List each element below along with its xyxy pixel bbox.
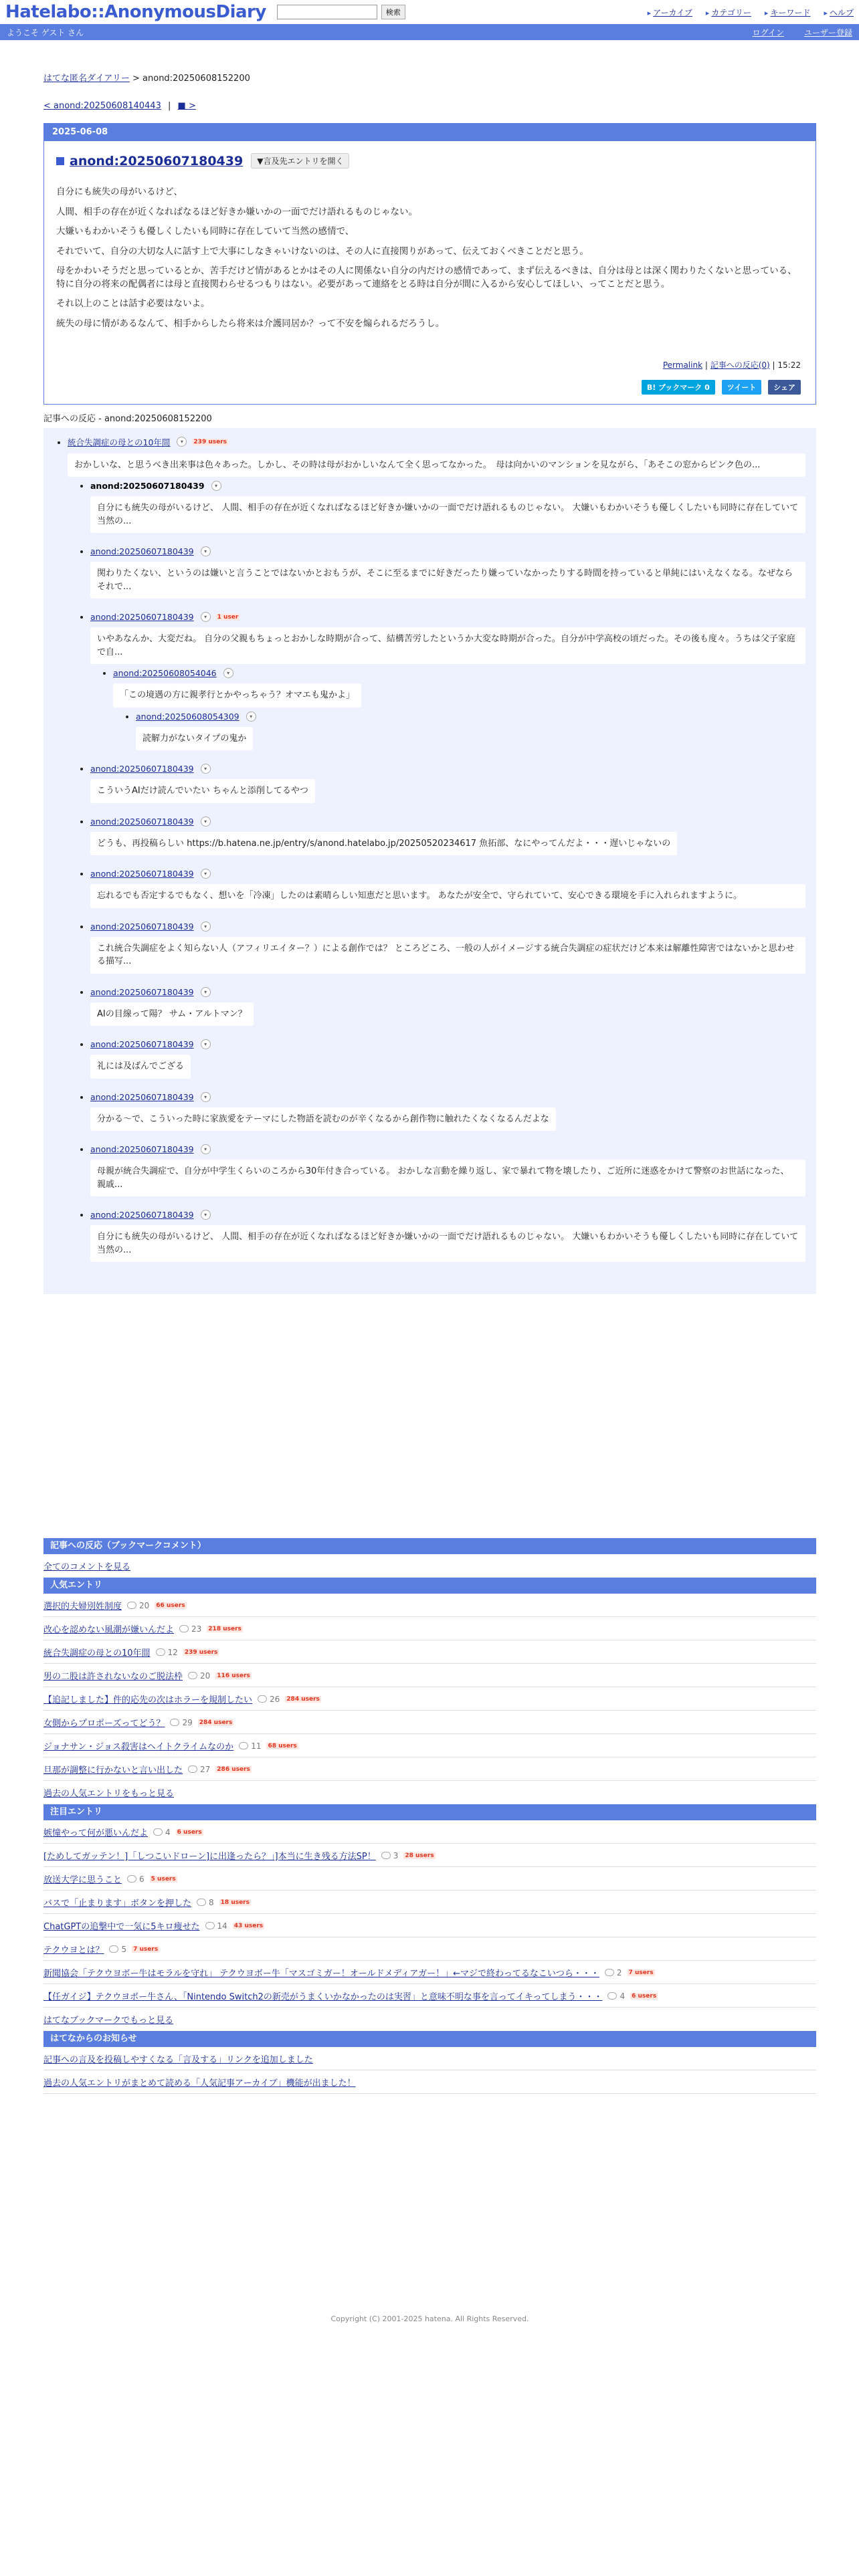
entry-paragraph: 人間、相手の存在が近くなればなるほど好きか嫌いかの一面でだけ語れるものじゃない。 bbox=[56, 206, 417, 217]
entry-paragraph: 統失の母に情があるなんて、相手からしたら将来は介護同居か？って不安を煽られるだろうし。 bbox=[56, 318, 445, 329]
users-badge[interactable]: 1 user bbox=[217, 613, 239, 621]
users-badge[interactable]: 6 users bbox=[177, 1828, 202, 1836]
entry-paragraph: 自分にも統失の母がいるけど、 bbox=[56, 187, 183, 197]
users-badge[interactable]: 66 users bbox=[156, 1602, 185, 1609]
reaction-link[interactable]: • anond:20250607180439 bbox=[90, 546, 194, 556]
toggle-icon[interactable]: ▾ bbox=[201, 764, 211, 774]
reaction-item bbox=[90, 764, 805, 803]
list-item bbox=[43, 1961, 816, 1984]
user-bar bbox=[0, 24, 859, 40]
entry-title-link[interactable]: anond:20250607180439 bbox=[70, 153, 244, 169]
entry-link[interactable]: バスで「止まります」ボタンを押した bbox=[43, 1899, 192, 1909]
top-bar bbox=[0, 0, 859, 24]
reaction-item bbox=[90, 1039, 805, 1079]
reaction-excerpt: 自分にも統失の母がいるけど、 人間、相手の存在が近くなればなるほど好きか嫌いかの一面でだけ語れるものじゃない。 大嫌いもわかいそうも優しくしたいも同時に存在していて当然の... bbox=[90, 496, 805, 533]
login-link[interactable]: ログイン bbox=[752, 27, 784, 37]
comment-icon bbox=[605, 1969, 614, 1976]
comment-count: 12 bbox=[167, 1647, 178, 1657]
toggle-icon[interactable]: ▾ bbox=[201, 1144, 211, 1154]
list-item bbox=[43, 1820, 816, 1844]
register-link[interactable]: ユーザー登録 bbox=[803, 27, 852, 37]
main-content bbox=[43, 71, 816, 2323]
breadcrumb-home-link[interactable]: はてな匿名ダイアリー bbox=[43, 74, 130, 84]
list-item bbox=[43, 1594, 816, 1617]
hatena-notice-header: はてなからのお知らせ bbox=[43, 2031, 816, 2047]
reaction-excerpt: 忘れるでも否定するでもなく、想いを「冷凍」したのは素晴らしい知恵だと思います。 あなたが安全で、守られていて、安心できる環境を手に入れられますように。 bbox=[90, 884, 805, 908]
toggle-icon[interactable]: ▾ bbox=[201, 922, 211, 932]
entry-link[interactable]: 改心を認めない風潮が嫌いんだよ bbox=[43, 1625, 175, 1635]
breadcrumb bbox=[43, 71, 816, 84]
reaction-item bbox=[90, 869, 805, 908]
search-input[interactable] bbox=[277, 5, 377, 19]
comment-icon bbox=[381, 1852, 391, 1859]
comment-icon bbox=[170, 1719, 179, 1726]
entry-link[interactable]: ChatGPTの追撃中で一気に5キロ痩せた bbox=[43, 1922, 200, 1932]
site-logo[interactable]: Hatelabo::AnonymousDiary bbox=[5, 2, 266, 22]
reactions-link[interactable]: 記事への反応(0) bbox=[710, 360, 770, 370]
entry-paragraph: それ以上のことは話す必要はないよ。 bbox=[56, 298, 210, 310]
list-item bbox=[43, 1711, 816, 1734]
entry-link[interactable]: 新聞協会「テクウヨボー牛はモラルを守れ」 テクウヨボー牛「マスゴミガー！オールドメディアガー！」←マジで終わってるなこいつら・・・ bbox=[43, 1969, 599, 1979]
entry-paragraph: それでいて、自分の大切な人に話す上で大事にしなきゃいけないのは、その人に直接関りがあって、伝えておくべきことだと思う。 bbox=[56, 245, 589, 257]
entry-pager bbox=[43, 101, 816, 111]
popular-entries-list bbox=[43, 1594, 816, 1781]
entry-body bbox=[56, 186, 801, 331]
entry-paragraph: 大嫌いもわかいそうも優しくしたいも同時に存在していて当然の感情で、 bbox=[56, 226, 355, 237]
reaction-item bbox=[90, 922, 805, 974]
reaction-excerpt: どうも、再投稿らしい https://b.hatena.ne.jp/entry/s/anond.hatelabo.jp/20250520234617 魚拓部、なにやってんだよ・・・遅いじゃないの bbox=[90, 832, 677, 856]
notice-link[interactable]: 過去の人気エントリがまとめて読める「人気記事アーカイブ」機能が出ました！ bbox=[43, 2078, 356, 2088]
pager-separator: | bbox=[168, 101, 171, 111]
facebook-share-button[interactable]: シェア bbox=[768, 380, 801, 395]
entry-link[interactable]: 【追記しました】件的応先の次はホラーを規制したい bbox=[43, 1695, 253, 1705]
nav-help-link[interactable]: ▸ ヘルプ bbox=[824, 7, 854, 18]
reaction-excerpt: 関わりたくない、というのは嫌いと言うことではないかとおもうが、そこに至るまでに好きだったり嫌っていなかったりする時間を持っていると単純にはいえなくなる。なぜならそれで... bbox=[90, 562, 805, 599]
comment-count: 23 bbox=[191, 1624, 202, 1634]
reactions-title: 記事への反応 - anond:20250608152200 bbox=[43, 413, 212, 424]
list-item bbox=[43, 1687, 816, 1711]
list-item bbox=[43, 2047, 816, 2070]
reaction-excerpt: 「この境遇の方に親孝行とかやっちゃう？オマエも鬼かよ」 bbox=[113, 683, 361, 708]
toggle-icon[interactable]: ▾ bbox=[201, 817, 211, 827]
hatena-bookmark-button[interactable]: B! ブックマーク 0 bbox=[642, 380, 715, 395]
reaction-excerpt: 礼には及ばんでござる bbox=[90, 1055, 191, 1079]
reaction-root-link[interactable]: • 統合失調症の母との10年間 bbox=[68, 437, 171, 447]
notice-link[interactable]: 記事への言及を投稿しやすくなる「言及する」リンクを追加しました bbox=[43, 2055, 313, 2065]
reaction-excerpt: これ統合失調症をよく知らない人（アフィリエイター？）による創作では？ ところどころ、一般の人がイメージする統合失調症の症状だけど本来は解離性障害ではないかと思わせる描写... bbox=[90, 937, 805, 974]
next-entry-link[interactable]: ■ > bbox=[177, 101, 196, 111]
nav-category-link[interactable]: ▸ カテゴリー bbox=[706, 7, 751, 18]
list-item bbox=[43, 1867, 816, 1891]
reaction-excerpt: 読解力がないタイプの鬼か bbox=[136, 727, 253, 751]
reaction-item bbox=[136, 712, 805, 751]
all-comments-link[interactable]: 全てのコメントを見る bbox=[43, 1562, 131, 1572]
reaction-link[interactable]: • anond:20250607180439 bbox=[90, 869, 194, 879]
users-badge[interactable]: 7 users bbox=[628, 1969, 654, 1976]
reactions-tree bbox=[43, 428, 816, 1295]
permalink-link[interactable]: Permalink bbox=[662, 360, 703, 370]
users-badge[interactable]: 7 users bbox=[133, 1945, 159, 1953]
search-button[interactable]: 検索 bbox=[381, 5, 405, 19]
comment-icon bbox=[109, 1945, 118, 1953]
bookmark-comments-header: 記事への反応（ブックマークコメント） bbox=[43, 1538, 816, 1554]
entry-link[interactable]: 男の二股は許されないなのご脱法枠 bbox=[43, 1672, 183, 1682]
comment-count: 4 bbox=[165, 1827, 171, 1837]
search-form bbox=[277, 5, 405, 19]
reaction-link[interactable]: • anond:20250607180439 bbox=[90, 1039, 194, 1049]
reaction-excerpt: こういうAIだけ読んでいたい ちゃんと添削してるやつ bbox=[90, 779, 315, 803]
toggle-icon[interactable]: ▾ bbox=[201, 1092, 211, 1102]
toggle-icon[interactable]: ▾ bbox=[177, 437, 187, 447]
open-referenced-entry-button[interactable]: ▼言及先エントリを開く bbox=[251, 153, 349, 169]
users-badge[interactable]: 68 users bbox=[268, 1742, 297, 1749]
entry-link[interactable]: [ためしてガッテン！]「しつこいドローン]に出逢ったら？」]本当に生き残る方法SP！ bbox=[43, 1852, 376, 1862]
entry-square-icon bbox=[56, 157, 64, 165]
comment-icon bbox=[127, 1602, 136, 1609]
welcome-text: ようこそ ゲスト さん bbox=[7, 27, 84, 37]
entry-time: 15:22 bbox=[777, 360, 801, 370]
comment-count: 26 bbox=[270, 1694, 280, 1704]
entry-link[interactable]: 【任ガイジ】テクウヨボー牛さん、「Nintendo Switch2の新売がうまくいかなかったのは実習」と意味不明な事を言ってイキってしまう・・・ bbox=[43, 1992, 603, 2002]
comment-count: 6 bbox=[139, 1874, 145, 1884]
users-badge[interactable]: 218 users bbox=[208, 1625, 242, 1632]
notable-entries-header: 注目エントリ bbox=[43, 1804, 816, 1820]
reaction-excerpt: 分かる〜で、こういった時に家族愛をテーマにした物語を読むのが辛くなるから創作物に触れたくなくなるんだよな bbox=[90, 1107, 556, 1132]
list-item bbox=[43, 1757, 816, 1781]
reaction-excerpt: いやあなんか、大変だね。 自分の父親もちょっとおかしな時期が合って、結構苦労したというか大変な時期が合った。自分が中学高校の頃だった。その後も度々。うちは父子家庭で自... bbox=[90, 627, 805, 664]
list-item bbox=[43, 1640, 816, 1664]
reaction-root bbox=[68, 436, 805, 1263]
reaction-link[interactable]: • anond:20250607180439 bbox=[90, 1091, 194, 1102]
toggle-icon[interactable]: ▾ bbox=[246, 712, 256, 722]
users-badge[interactable]: 286 users bbox=[217, 1765, 250, 1773]
reaction-link[interactable]: • anond:20250608054046 bbox=[113, 668, 217, 678]
entry-box bbox=[43, 123, 816, 405]
comment-count: 14 bbox=[217, 1921, 227, 1931]
users-badge[interactable]: 284 users bbox=[199, 1719, 233, 1726]
reaction-item bbox=[90, 612, 805, 750]
reaction-link[interactable]: • anond:20250607180439 bbox=[90, 816, 194, 827]
comment-count: 3 bbox=[393, 1850, 399, 1860]
users-badge[interactable]: 18 users bbox=[220, 1899, 250, 1906]
entry-paragraph: 母をかわいそうだと思っているとか、苦手だけど情があるとかはその人に関係ない自分の内だけの感情であって、まず伝えるべきは、自分は母とは深く関わりたくないと思っている、特に自分の将来の配偶者には母と直接関わらせるつもりはない。必要があって連絡をとる時は自分が間に入るから安心してほしい、ってことだと思う。 bbox=[56, 265, 797, 290]
comment-count: 4 bbox=[619, 1991, 626, 2001]
comment-count: 20 bbox=[139, 1600, 150, 1610]
toggle-icon[interactable]: ▾ bbox=[201, 546, 211, 556]
more-popular-link[interactable]: 過去の人気エントリをもっと見る bbox=[43, 1789, 175, 1799]
comment-icon bbox=[153, 1828, 163, 1836]
list-item bbox=[43, 1891, 816, 1914]
comment-icon bbox=[127, 1875, 136, 1883]
comment-count: 8 bbox=[209, 1897, 214, 1907]
comment-count: 20 bbox=[200, 1671, 211, 1681]
toggle-icon[interactable]: ▾ bbox=[201, 1039, 211, 1049]
comment-count: 29 bbox=[182, 1717, 193, 1727]
entry-link[interactable]: 選択的夫婦別姓制度 bbox=[43, 1602, 122, 1612]
comment-icon bbox=[156, 1648, 165, 1656]
users-badge[interactable]: 6 users bbox=[632, 1992, 657, 2000]
reaction-link[interactable]: • anond:20250608054309 bbox=[136, 711, 240, 722]
reaction-item bbox=[90, 817, 805, 856]
comment-icon bbox=[258, 1695, 267, 1703]
reaction-link[interactable]: • anond:20250607180439 bbox=[90, 1144, 194, 1154]
nav-keyword-link[interactable]: ▸ キーワード bbox=[765, 7, 811, 18]
list-item bbox=[43, 1937, 816, 1961]
comment-icon bbox=[205, 1922, 215, 1929]
list-item bbox=[43, 2070, 816, 2094]
toggle-icon[interactable]: ▾ bbox=[211, 481, 221, 491]
top-nav bbox=[648, 7, 854, 18]
reaction-link[interactable]: • anond:20250607180439 bbox=[90, 764, 194, 774]
entry-link[interactable]: 女側からプロポーズってどう？ bbox=[43, 1719, 165, 1729]
reaction-item bbox=[90, 481, 805, 533]
list-item bbox=[43, 1984, 816, 2008]
share-buttons bbox=[56, 380, 801, 395]
tweet-button[interactable]: ツイート bbox=[722, 380, 761, 395]
list-item bbox=[43, 1734, 816, 1757]
toggle-icon[interactable]: ▾ bbox=[223, 668, 233, 678]
entry-link[interactable]: 放送大学に思うこと bbox=[43, 1875, 122, 1885]
entry-link[interactable]: ジョナサン・ジョス殺害はヘイトクライムなのか bbox=[43, 1742, 234, 1752]
reaction-link[interactable]: • anond:20250607180439 bbox=[90, 612, 194, 622]
comment-icon bbox=[239, 1742, 248, 1749]
reaction-excerpt: AIの目線って陽？ サム・アルトマン？ bbox=[90, 1002, 254, 1027]
notice-list bbox=[43, 2047, 816, 2094]
reaction-current-title: • anond:20250607180439 bbox=[90, 481, 205, 491]
list-item bbox=[43, 1844, 816, 1867]
comment-icon bbox=[607, 1992, 617, 2000]
users-badge[interactable]: 43 users bbox=[233, 1922, 264, 1929]
toggle-icon[interactable]: ▾ bbox=[201, 1210, 211, 1220]
more-notable-link[interactable]: はてなブックマークでもっと見る bbox=[43, 2016, 174, 2026]
comment-icon bbox=[188, 1672, 197, 1679]
reaction-item bbox=[90, 987, 805, 1027]
toggle-icon[interactable]: ▾ bbox=[201, 612, 211, 622]
reaction-item bbox=[113, 668, 805, 750]
entry-link[interactable]: 統合失調症の母との10年間 bbox=[43, 1648, 151, 1658]
nav-archive-link[interactable]: ▸ アーカイブ bbox=[648, 7, 692, 18]
comment-icon bbox=[179, 1625, 189, 1632]
footer-copyright: Copyright (C) 2001-2025 hatena. All Rights Reserved. bbox=[330, 2315, 529, 2323]
reaction-item bbox=[90, 546, 805, 599]
notable-entries-list bbox=[43, 1820, 816, 2008]
breadcrumb-current: anond:20250608152200 bbox=[142, 74, 250, 84]
users-badge[interactable]: 239 users bbox=[193, 438, 227, 445]
entry-link[interactable]: テクウヨとは？ bbox=[43, 1945, 104, 1955]
reaction-link[interactable]: • anond:20250607180439 bbox=[90, 1210, 194, 1220]
entry-meta: Permalink | 記事への反応(0) | 15:22 bbox=[662, 360, 801, 370]
entry-date: 2025-06-08 bbox=[44, 124, 816, 141]
popular-entries-header: 人気エントリ bbox=[43, 1578, 816, 1594]
reaction-excerpt: 母親が統合失調症で、自分が中学生くらいのころから30年付き合っている。 おかしな言動を繰り返し、家で暴れて物を壊したり、ご近所に迷惑をかけて警察のお世話になった、 親戚... bbox=[90, 1160, 805, 1196]
comment-count: 5 bbox=[121, 1944, 127, 1954]
prev-entry-link[interactable]: < anond:20250608140443 bbox=[43, 101, 161, 111]
list-item bbox=[43, 1617, 816, 1640]
users-badge[interactable]: 28 users bbox=[405, 1852, 434, 1859]
comment-count: 11 bbox=[251, 1741, 262, 1751]
entry-link[interactable]: 旦那が調整に行かないと言い出した bbox=[43, 1765, 183, 1776]
list-item bbox=[43, 1664, 816, 1687]
breadcrumb-separator: > bbox=[132, 74, 140, 84]
reaction-excerpt: おかしいな、と思うべき出来事は色々あった。しかし、その時は母がおかしいなんて全く思ってなかった。 母は向かいのマンションを見ながら、「あそこの窓からピンク色の... bbox=[68, 453, 805, 477]
reaction-link[interactable]: • anond:20250607180439 bbox=[90, 921, 194, 932]
users-badge[interactable]: 5 users bbox=[151, 1875, 176, 1883]
reaction-item bbox=[90, 1210, 805, 1262]
reaction-excerpt: 自分にも統失の母がいるけど、 人間、相手の存在が近くなればなるほど好きか嫌いかの一面でだけ語れるものじゃない。 大嫌いもわかいそうも優しくしたいも同時に存在していて当然の... bbox=[90, 1225, 805, 1262]
entry-link[interactable]: 嫉憧やって何が悪いんだよ bbox=[43, 1828, 149, 1838]
toggle-icon[interactable]: ▾ bbox=[201, 987, 211, 997]
users-badge[interactable]: 239 users bbox=[184, 1648, 218, 1656]
users-badge[interactable]: 116 users bbox=[217, 1672, 250, 1679]
reaction-item bbox=[90, 1144, 805, 1196]
reaction-item bbox=[90, 1092, 805, 1132]
reaction-link[interactable]: • anond:20250607180439 bbox=[90, 986, 194, 997]
ad-space bbox=[43, 1294, 816, 1538]
comment-icon bbox=[188, 1765, 197, 1773]
comment-count: 27 bbox=[200, 1764, 211, 1774]
list-item bbox=[43, 1914, 816, 1937]
comment-icon bbox=[197, 1899, 206, 1906]
users-badge[interactable]: 284 users bbox=[286, 1695, 320, 1703]
comment-count: 2 bbox=[616, 1967, 622, 1977]
toggle-icon[interactable]: ▾ bbox=[201, 869, 211, 879]
